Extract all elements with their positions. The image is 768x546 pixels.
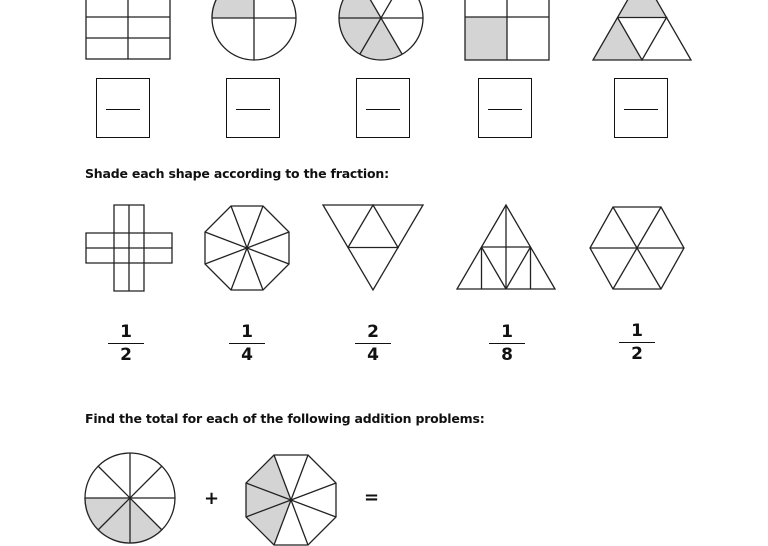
addition-octagon-shape	[245, 454, 337, 546]
fraction-numerator: 1	[631, 321, 643, 341]
fraction-4	[487, 321, 527, 366]
answer-box-1[interactable]	[96, 78, 150, 138]
circle-quarters-shape	[211, 0, 297, 61]
rectangle-grid-shape	[86, 0, 170, 60]
fraction-2	[227, 321, 267, 366]
answer-line	[366, 109, 400, 110]
inverted-triangle-shape	[323, 205, 423, 291]
fraction-denominator: 8	[501, 345, 513, 365]
fraction-numerator: 1	[241, 322, 253, 342]
fraction-numerator: 2	[367, 322, 379, 342]
answer-line	[624, 109, 658, 110]
plus-sign: +	[204, 488, 220, 509]
equals-sign: =	[364, 487, 380, 508]
fraction-denominator: 4	[367, 345, 379, 365]
addition-circle-shape	[84, 452, 176, 544]
octagon-shape	[204, 205, 290, 291]
square-quarters-shape	[465, 0, 549, 61]
answer-box-2[interactable]	[226, 78, 280, 138]
answer-box-3[interactable]	[356, 78, 410, 138]
triangle-quarters-shape	[593, 0, 691, 61]
fraction-numerator: 1	[120, 322, 132, 342]
answer-box-4[interactable]	[478, 78, 532, 138]
hexagon-shape	[589, 206, 685, 290]
addition-instruction: Find the total for each of the following addition problems:	[85, 411, 485, 426]
fraction-denominator: 2	[120, 345, 132, 365]
fraction-3	[353, 321, 393, 366]
fraction-denominator: 4	[241, 345, 253, 365]
answer-line	[488, 109, 522, 110]
answer-box-5[interactable]	[614, 78, 668, 138]
triangle-eighths-shape	[457, 205, 555, 290]
fraction-denominator: 2	[631, 344, 643, 364]
answer-line	[106, 109, 140, 110]
answer-line	[236, 109, 270, 110]
cross-shape	[86, 205, 172, 291]
fraction-numerator: 1	[501, 322, 513, 342]
shade-instruction: Shade each shape according to the fraction:	[85, 166, 389, 181]
fraction-1	[106, 321, 146, 366]
circle-sixths-shape	[338, 0, 424, 61]
fraction-5	[617, 320, 657, 365]
